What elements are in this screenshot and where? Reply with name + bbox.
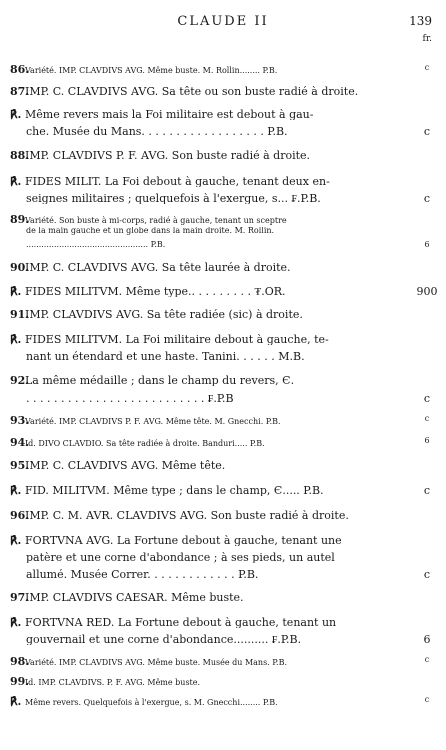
entry-number: 96. (10, 510, 30, 521)
entry-number: 90. (10, 262, 30, 273)
entry-text: IMP. CLAVDIVS CAESAR. Même buste. (25, 592, 244, 603)
entry-text: FIDES MILIT. La Foi debout à gauche, tenant deux en- (25, 176, 330, 187)
entry-line (10, 437, 414, 448)
entry-line (10, 126, 414, 137)
page-title: CLAUDE II (177, 14, 269, 29)
entry-line (10, 214, 414, 225)
reverse-marker: ℟. (10, 485, 22, 496)
entry-text: Id. DIVO CLAVDIO. Sa tête radiée à droite. Banduri..... P.B. (25, 439, 265, 448)
entry-text: Variété. IMP. CLAVDIVS AVG. Même buste. M. Rollin........ P.B. (25, 66, 278, 75)
entry-number: 89. (10, 214, 30, 225)
entry-number: 98. (10, 656, 30, 667)
reverse-marker: ℟. (10, 176, 22, 187)
page-number: 139 (409, 14, 432, 28)
entry-line (10, 109, 414, 120)
rarity-value: 6 (424, 436, 430, 445)
entry-text: che. Musée du Mans. . . . . . . . . . . . . . . . . . P.B. (26, 126, 288, 137)
entry-text: FIDES MILITVM. La Foi militaire debout à gauche, te- (25, 334, 329, 345)
entry-text: IMP. C. CLAVDIVS AVG. Sa tête ou son buste radié à droite. (25, 86, 359, 97)
entry-line (10, 676, 414, 687)
entry-line (10, 176, 414, 187)
entry-text: Variété. IMP. CLAVDIVS AVG. Même buste. Musée du Mans. P.B. (25, 658, 287, 667)
entry-text: Variété. Son buste à mi-corps, radié à gauche, tenant un sceptre (25, 216, 287, 225)
entry-line (10, 227, 414, 235)
entry-number: 88. (10, 150, 30, 161)
entry-text: FORTVNA RED. La Fortune debout à gauche, tenant un (25, 617, 337, 628)
entry-number: 93. (10, 415, 30, 426)
rarity-value: c (423, 392, 431, 405)
entry-line (10, 86, 414, 97)
entry-text: allumé. Musée Correr. . . . . . . . . . . . . P.B. (26, 569, 259, 580)
reverse-marker: ℟. (10, 696, 22, 707)
rarity-value: c (424, 63, 430, 72)
entry-number: 95. (10, 460, 30, 471)
entry-text: nant un étendard et une haste. Tanini. . . . . . M.B. (26, 351, 305, 362)
entry-line (10, 64, 414, 75)
rarity-value: c (423, 125, 431, 138)
entry-line (10, 241, 414, 249)
reverse-marker: ℟. (10, 535, 22, 546)
rarity-value: c (423, 484, 431, 497)
entry-line (10, 617, 414, 628)
entry-line (10, 510, 414, 521)
entry-text: FID. MILITVM. Même type ; dans le champ, Є..... P.B. (25, 485, 324, 496)
rarity-value: c (424, 695, 430, 704)
entry-text: seignes militaires ; quelquefois à l'exergue, s... ₣.P.B. (26, 193, 321, 204)
entry-line (10, 286, 414, 297)
entry-text: Même revers mais la Foi militaire est debout à gau- (25, 109, 314, 120)
entry-text: gouvernail et une corne d'abondance.......... ₣.P.B. (26, 634, 302, 645)
rarity-value: 900 (416, 285, 438, 298)
reverse-marker: ℟. (10, 617, 22, 628)
entry-number: 97. (10, 592, 30, 603)
entry-text: . . . . . . . . . . . . . . . . . . . . . . . . . . ₣.P.B (26, 393, 234, 404)
rarity-value: c (424, 414, 430, 423)
entry-line (10, 334, 414, 345)
unit-label: fr. (422, 34, 432, 44)
entry-text: ................................................ P.B. (26, 241, 166, 249)
entry-line (10, 656, 414, 667)
entry-line (10, 415, 414, 426)
entry-line (10, 375, 414, 386)
entry-line (10, 485, 414, 496)
entry-line (10, 634, 414, 645)
entry-text: de la main gauche et un globe dans la main droite. M. Rollin. (26, 227, 275, 235)
entry-line (10, 193, 414, 204)
entry-text: IMP. C. CLAVDIVS AVG. Même tête. (25, 460, 226, 471)
entry-text: Id. IMP. CLAVDIVS. P. F. AVG. Même buste. (25, 678, 201, 687)
entry-text: Variété. IMP. CLAVDIVS P. F. AVG. Même tête. M. Gnecchi. P.B. (25, 417, 281, 426)
entry-number: 86. (10, 64, 30, 75)
rarity-value: c (424, 655, 430, 664)
entry-line (10, 535, 414, 546)
reverse-marker: ℟. (10, 109, 22, 120)
entry-number: 91. (10, 309, 30, 320)
entry-line (10, 592, 414, 603)
rarity-value: 6 (424, 240, 430, 249)
entry-text: patère et une corne d'abondance ; à ses pieds, un autel (26, 552, 335, 563)
entry-number: 99. (10, 676, 30, 687)
entry-line (10, 460, 414, 471)
entry-text: FIDES MILITVM. Même type.. . . . . . . . . ₮.OR. (25, 286, 286, 297)
entry-text: IMP. CLAVDIVS AVG. Sa tête radiée (sic) à droite. (25, 309, 303, 320)
entry-text: FORTVNA AVG. La Fortune debout à gauche, tenant une (25, 535, 342, 546)
reverse-marker: ℟. (10, 286, 22, 297)
entry-text: Même revers. Quelquefois à l'exergue, s. M. Gnecchi........ P.B. (25, 698, 278, 707)
entry-line (10, 309, 414, 320)
rarity-value: c (423, 192, 431, 205)
entry-text: La même médaille ; dans le champ du revers, Є. (25, 375, 295, 386)
entry-number: 94. (10, 437, 30, 448)
entry-line (10, 552, 414, 563)
rarity-value: 6 (423, 633, 431, 646)
entry-line (10, 569, 414, 580)
reverse-marker: ℟. (10, 334, 22, 345)
entry-line (10, 150, 414, 161)
rarity-value: c (423, 568, 431, 581)
entry-line (10, 351, 414, 362)
entry-line (10, 696, 414, 707)
entry-number: 92. (10, 375, 30, 386)
entry-text: IMP. C. M. AVR. CLAVDIVS AVG. Son buste radié à droite. (25, 510, 349, 521)
entry-line (10, 393, 414, 404)
entry-text: IMP. C. CLAVDIVS AVG. Sa tête laurée à droite. (25, 262, 291, 273)
entry-text: IMP. CLAVDIVS P. F. AVG. Son buste radié à droite. (25, 150, 311, 161)
entry-number: 87. (10, 86, 30, 97)
entry-line (10, 262, 414, 273)
